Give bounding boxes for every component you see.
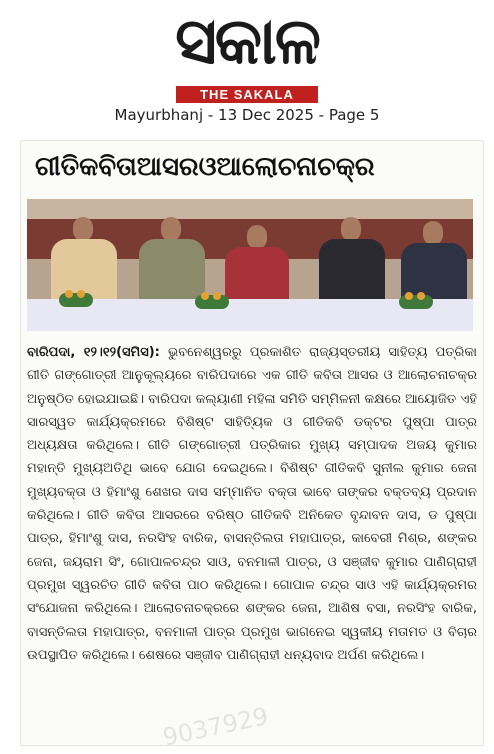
flower-bouquet (59, 293, 93, 307)
article-dateline: ବାରିପଦା, ୧୨।୧୨(ସମିସ): (27, 345, 160, 360)
masthead (0, 0, 494, 100)
flower-bouquet (399, 295, 433, 309)
article-headline: ଗୀତିକବିତାଆସରଓଆଲୋଚନାଚକ୍ର (35, 152, 375, 182)
newspaper-logo: ସକାଳ (175, 5, 319, 79)
news-article (20, 140, 484, 752)
article-body-text: ଭୁବନେଶ୍ୱରରୁ ପ୍ରକାଶିତ ରାଜ୍ୟସ୍ତରୀୟ ସାହିତ୍ୟ ପତ୍ରିକା ଗୀତି ଗଙ୍ଗୋତ୍ରୀ ଆନୁକୂଲ୍ୟରେ ବାରିପଦାରେ ଏକ ଗୀତି କବିତା ଆସର ଓ ଆଲୋଚନାଚକ୍ର ଅନୁଷ୍ଠିତ ହୋଇଯାଇଛି। ବାରିପଦା କଲ୍ୟାଣୀ ମହିଳା ସମିତି ସମ୍ମିଳନୀ କକ୍ଷରେ ଆୟୋଜିତ ଏହି ସାରସ୍ୱତ କାର୍ଯ୍ୟକ୍ରମରେ ବିଶିଷ୍ଟ ସାହିତ୍ୟିକ ଓ ଗୀତିକବି ଡକ୍ଟର ପୁଷ୍ପା ପାତ୍ର ଅଧ୍ୟକ୍ଷତା କରିଥିଲେ। ଗୀତି ଗଙ୍ଗୋତ୍ରୀ ପତ୍ରିକାର ମୁଖ୍ୟ ସମ୍ପାଦକ ଅଜୟ କୁମାର ମହାନ୍ତି ମୁଖ୍ୟଅତିଥି ଭାବେ ଯୋଗ ଦେଇଥିଲେ। ବିଶିଷ୍ଟ ଗୀତିକବି ସୁନୀଲ କୁମାର ଜେନା ମୁଖ୍ୟବକ୍ତା ଓ ହିମାଂଶୁ ଶେଖର ଦାସ ସମ୍ମାନିତ ବକ୍ତା ଭାବେ ତାଙ୍କର ବକ୍ତବ୍ୟ ପ୍ରଦାନ କରିଥିଲେ। ଗୀତି କବିତା ଆସରରେ ବରିଷ୍ଠ ଗୀତିକବି ଅନିକେତ ବୃନ୍ଦାବନ ଦାସ, ଡ ପୁଷ୍ପା ପାତ୍ର, ହିମାଂଶୁ ଦାସ, ନରସିଂହ ବାରିକ, ବାସନ୍ତିଲତା ମହାପାତ୍ର, କାବେରୀ ମିଶ୍ର, ଶଙ୍କର ଜେନା, ଜୟରାମ ସିଂ, ଗୋପାଳଚନ୍ଦ୍ର ସାଓ, ବନମାଳୀ ପାତ୍ର, ଓ ସଞ୍ଜୀବ କୁମାର ପାଣିଗ୍ରାହୀ ପ୍ରମୁଖ ସ୍ୱରଚିତ ଗୀତି କବିତା ପାଠ କରିଥିଲେ। ଗୋପାଳ ଚନ୍ଦ୍ର ସାଓ ଏହି କାର୍ଯ୍ୟକ୍ରମର ସଂଯୋଜନା କରିଥିଲେ। ଆଲୋଚନାଚକ୍ରରେ ଶଙ୍କର ଜେନା, ଆଶିଷ ବସା, ନରସିଂହ ବାରିକ, ବାସନ୍ତିଲତା ମହାପାତ୍ର, ବନମାଳୀ ପାତ୍ର ପ୍ରମୁଖ ଭାଗନେଇ ସ୍ୱକୀୟ ମତାମତ ଓ ବିଚାର ଉପସ୍ଥାପିତ କରିଥିଲେ। ଶେଷରେ ସଞ୍ଜୀବ ପାଣିଗ୍ରାହୀ ଧନ୍ୟବାଦ ଅର୍ପଣ କରିଥିଲେ। (27, 345, 477, 663)
flower-bouquet (195, 295, 229, 309)
newspaper-logo-subtitle: THE SAKALA (176, 86, 318, 103)
watermark: 9037929 (160, 701, 271, 752)
article-body (27, 341, 477, 741)
article-photo (27, 199, 473, 331)
edition-dateline: Mayurbhanj - 13 Dec 2025 - Page 5 (114, 106, 380, 124)
